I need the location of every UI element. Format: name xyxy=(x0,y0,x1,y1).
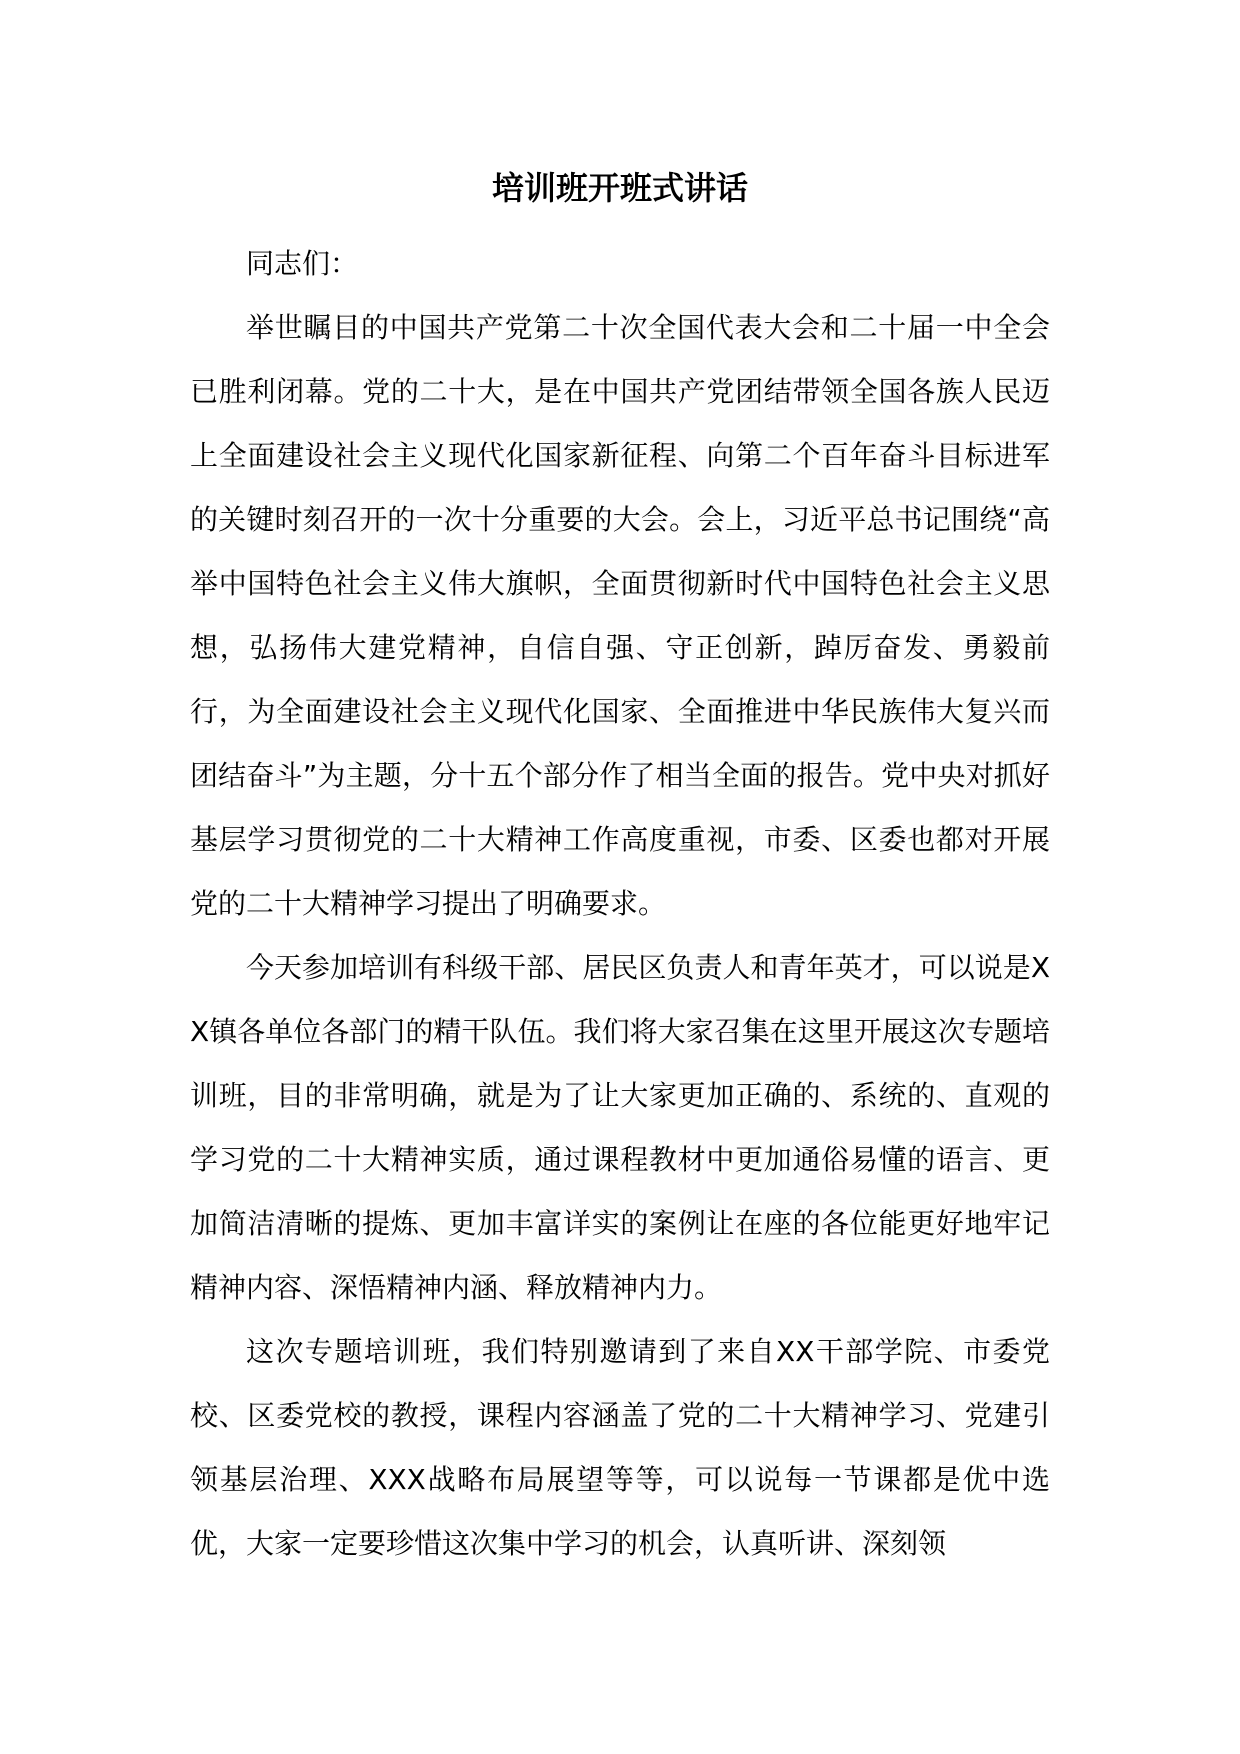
paragraph: 这次专题培训班，我们特别邀请到了来自XX干部学院、市委党校、区委党校的教授，课程内容涵盖了党的二十大精神学习、党建引领基层治理、XXX战略布局展望等等，可以说每一节课都是优中选优，大家一定要珍惜这次集中学习的机会，认真听讲、深刻领 xyxy=(190,1335,1050,1560)
paragraph: 今天参加培训有科级干部、居民区负责人和青年英才，可以说是XX镇各单位各部门的精干队伍。我们将大家召集在这里开展这次专题培训班，目的非常明确，就是为了让大家更加正确的、系统的、直观的学习党的二十大精神实质，通过课程教材中更加通俗易懂的语言、更加简洁清晰的提炼、更加丰富详实的案例让在座的各位能更好地牢记精神内容、深悟精神内涵、释放精神内力。 xyxy=(190,951,1050,1304)
document-body xyxy=(190,232,1050,1576)
paragraph: 举世瞩目的中国共产党第二十次全国代表大会和二十届一中全会已胜利闭幕。党的二十大，是在中国共产党团结带领全国各族人民迈上全面建设社会主义现代化国家新征程、向第二个百年奋斗目标进军的关键时刻召开的一次十分重要的大会。会上，习近平总书记围绕“高举中国特色社会主义伟大旗帜，全面贯彻新时代中国特色社会主义思想，弘扬伟大建党精神，自信自强、守正创新，踔厉奋发、勇毅前行，为全面建设社会主义现代化国家、全面推进中华民族伟大复兴而团结奋斗”为主题，分十五个部分作了相当全面的报告。党中央对抓好基层学习贯彻党的二十大精神工作高度重视，市委、区委也都对开展党的二十大精神学习提出了明确要求。 xyxy=(190,311,1050,920)
document-title: 培训班开班式讲话 xyxy=(491,169,748,207)
salutation: 同志们： xyxy=(246,247,359,280)
